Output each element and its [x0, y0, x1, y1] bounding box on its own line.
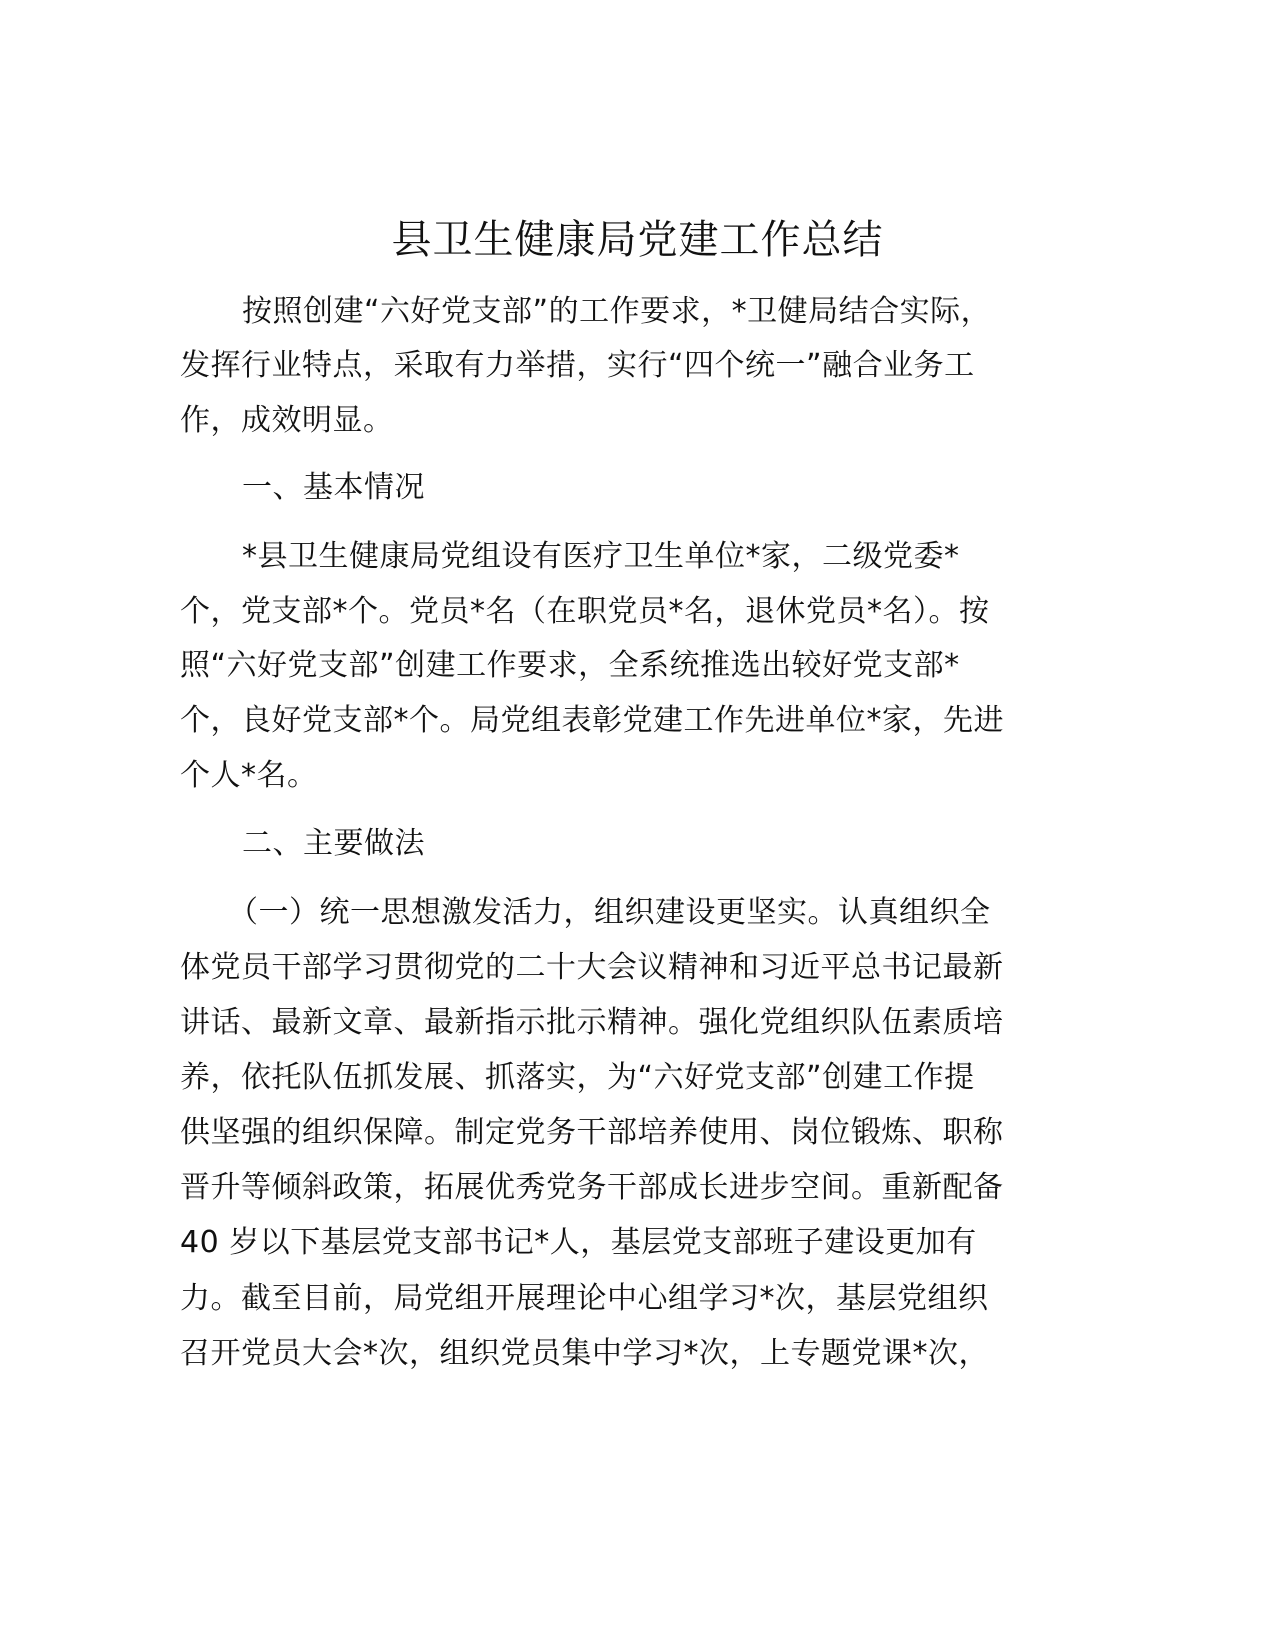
paragraph-line: 个人*名。 — [180, 758, 318, 793]
paragraph-line: 发挥行业特点，采取有力举措，实行“四个统一”融合业务工 — [180, 348, 975, 383]
paragraph-line: 照“六好党支部”创建工作要求，全系统推选出较好党支部* — [180, 648, 960, 683]
paragraph-line: 40 岁以下基层党支部书记*人，基层党支部班子建设更加有 — [180, 1225, 977, 1260]
paragraph-line: 个，党支部*个。党员*名（在职党员*名，退休党员*名）。按 — [180, 594, 990, 629]
paragraph-line: 力。截至目前，局党组开展理论中心组学习*次，基层党组织 — [180, 1281, 989, 1316]
paragraph-line: 养，依托队伍抓发展、抓落实，为“六好党支部”创建工作提 — [180, 1060, 975, 1095]
paragraph-line: （一）统一思想激发活力，组织建设更坚实。认真组织全 — [228, 895, 991, 930]
paragraph-line: 个，良好党支部*个。局党组表彰党建工作先进单位*家，先进 — [180, 703, 1004, 738]
paragraph-line: 作，成效明显。 — [180, 403, 394, 438]
paragraph-line: 按照创建“六好党支部”的工作要求，*卫健局结合实际， — [242, 294, 992, 329]
paragraph-line: 晋升等倾斜政策，拓展优秀党务干部成长进步空间。重新配备 — [180, 1170, 1004, 1205]
paragraph-line: 召开党员大会*次，组织党员集中学习*次，上专题党课*次， — [180, 1336, 989, 1371]
paragraph-line: 供坚强的组织保障。制定党务干部培养使用、岗位锻炼、职称 — [180, 1115, 1004, 1150]
paragraph-line: 体党员干部学习贯彻党的二十大会议精神和习近平总书记最新 — [180, 950, 1004, 985]
paragraph-line: *县卫生健康局党组设有医疗卫生单位*家，二级党委* — [242, 539, 960, 574]
section-heading-main-practices: 二、主要做法 — [242, 826, 425, 861]
paragraph-line: 讲话、最新文章、最新指示批示精神。强化党组织队伍素质培 — [180, 1005, 1004, 1040]
section-heading-basic-situation: 一、基本情况 — [242, 470, 425, 505]
document-title: 县卫生健康局党建工作总结 — [391, 217, 884, 263]
